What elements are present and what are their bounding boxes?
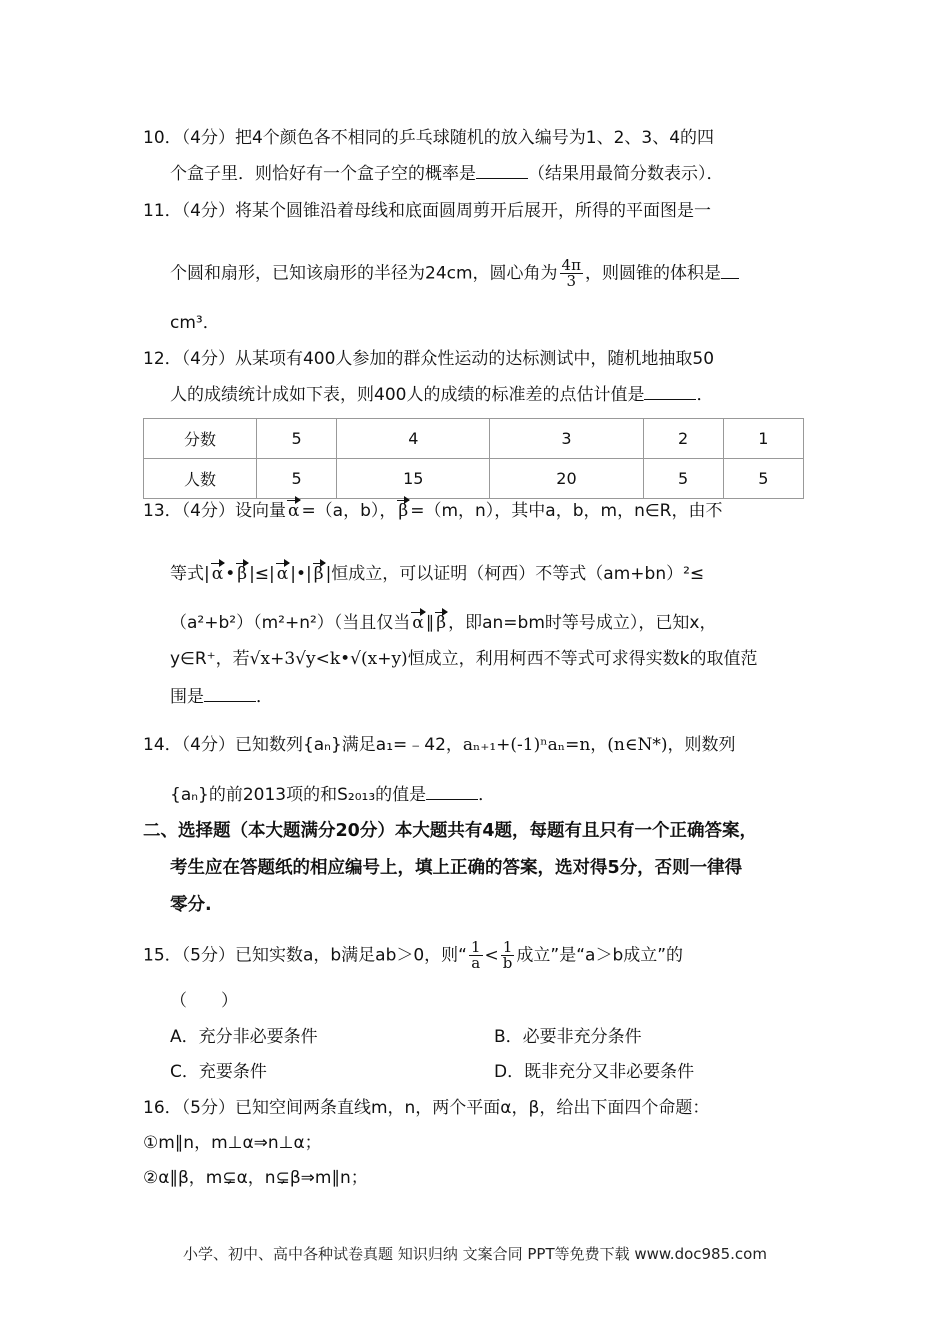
q15-line1: 15．（5分）已知实数a，b满足ab＞0，则“ $\frac{1}{a}$ < $\frac{1}{b}$ 成立”是“a＞b成立”的: [143, 938, 684, 972]
table-cell: 15: [337, 459, 490, 499]
section2-heading-line1: 二、选择题（本大题满分20分）本大题共有4题，每题有且只有一个正确答案，: [143, 821, 758, 841]
table-cell: 4: [337, 419, 490, 459]
vector-beta: β: [237, 564, 248, 584]
q10-line2: 个盒子里．则恰好有一个盒子空的概率是 （结果用最简分数表示）．: [170, 164, 724, 184]
table-cell: 人数: [144, 459, 257, 499]
recurrence-formula: aₙ₊₁+(-1)ⁿaₙ=n，(n∈N*): [462, 735, 668, 755]
fraction-1-over-a: $\frac{1}{a}$: [471, 938, 481, 972]
q11-line1: 11．（4分）将某个圆锥沿着母线和底面圆周剪开后展开，所得的平面图是一: [143, 201, 711, 221]
vector-alpha: α: [287, 501, 300, 521]
q10-line1: 10．（4分）把4个颜色各不相同的乒乓球随机的放入编号为1、2、3、4的四: [143, 128, 715, 148]
page-footer: 小学、初中、高中各种试卷真题 知识归纳 文案合同 PPT等免费下载 www.doc985.com: [183, 1245, 767, 1263]
table-cell: 5: [643, 459, 723, 499]
answer-blank[interactable]: [204, 685, 256, 702]
section2-heading-line3: 零分.: [170, 895, 212, 915]
q14-line1: 14．（4分）已知数列{aₙ}满足a₁=﹣42，aₙ₊₁+(-1)ⁿaₙ=n，(n∈N*)，则数列: [143, 735, 736, 755]
q15-option-a[interactable]: A．充分非必要条件: [170, 1027, 318, 1047]
vector-alpha: α: [211, 564, 224, 584]
q13-line4: y∈R⁺，若√x+3√y<k•√(x+y)恒成立，利用柯西不等式可求得实数k的取值范: [170, 649, 758, 669]
vector-alpha: α: [276, 564, 289, 584]
vector-beta: β: [436, 613, 447, 633]
q16-proposition-1: ①m∥n，m⊥α⇒n⊥α；: [143, 1133, 322, 1153]
vector-beta: β: [313, 564, 324, 584]
table-row: [144, 459, 804, 499]
q13-line5: 围是 ．: [170, 687, 273, 707]
score-table: [143, 418, 804, 499]
table-row: [144, 419, 804, 459]
q16-proposition-2: ②α∥β，m⊊α，n⊊β⇒m∥n；: [143, 1168, 368, 1188]
answer-blank[interactable]: [426, 783, 478, 800]
answer-blank[interactable]: [476, 162, 528, 179]
q13-line2: 等式| α • β |≤| α |•| β |恒成立，可以证明（柯西）不等式（am+bn）²≤: [170, 564, 705, 584]
q14-line2: {aₙ}的前2013项的和S₂₀₁₃的值是 ．: [170, 785, 496, 805]
answer-blank[interactable]: [644, 383, 696, 400]
table-cell: 3: [490, 419, 643, 459]
table-cell: 2: [643, 419, 723, 459]
section2-heading-line2: 考生应在答题纸的相应编号上，填上正确的答案，选对得5分，否则一律得: [170, 858, 743, 878]
answer-blank[interactable]: [721, 262, 739, 279]
q15-option-b[interactable]: B．必要非充分条件: [494, 1027, 642, 1047]
vector-beta: β: [398, 501, 409, 521]
q15-option-d[interactable]: D．既非充分又非必要条件: [494, 1062, 695, 1082]
q13-line3: （a²+b²）（m²+n²）（当且仅当 α ∥ β ，即an=bm时等号成立），已知x，: [170, 613, 717, 633]
fraction-4pi-over-3: $\frac{4\pi}{3}$: [561, 256, 581, 290]
q15-answer-paren[interactable]: （ ）: [170, 991, 238, 1011]
q13-line1: 13．（4分）设向量 α =（a，b）， β =（m，n），其中a，b，m，n∈R，由不: [143, 501, 723, 521]
cauchy-inequality-expression: √x+3√y<k•√(x+y): [249, 649, 408, 669]
q16-line1: 16．（5分）已知空间两条直线m，n，两个平面α，β，给出下面四个命题：: [143, 1098, 710, 1118]
table-cell: 20: [490, 459, 643, 499]
q11-line2: 个圆和扇形，已知该扇形的半径为24cm，圆心角为 $\frac{4\pi}{3}$ ，则圆锥的体积是: [170, 258, 739, 289]
q11-line3: cm³．: [170, 313, 220, 333]
q15-option-c[interactable]: C．充要条件: [170, 1062, 267, 1082]
table-cell: 5: [723, 459, 803, 499]
table-cell: 5: [257, 419, 337, 459]
q12-line1: 12．（4分）从某项有400人参加的群众性运动的达标测试中，随机地抽取50: [143, 349, 715, 369]
vector-alpha: α: [412, 613, 424, 633]
table-cell: 分数: [144, 419, 257, 459]
table-cell: 1: [723, 419, 803, 459]
q12-line2: 人的成绩统计成如下表，则400人的成绩的标准差的点估计值是 ．: [170, 385, 714, 405]
table-cell: 5: [257, 459, 337, 499]
fraction-1-over-b: $\frac{1}{b}$: [502, 938, 513, 972]
